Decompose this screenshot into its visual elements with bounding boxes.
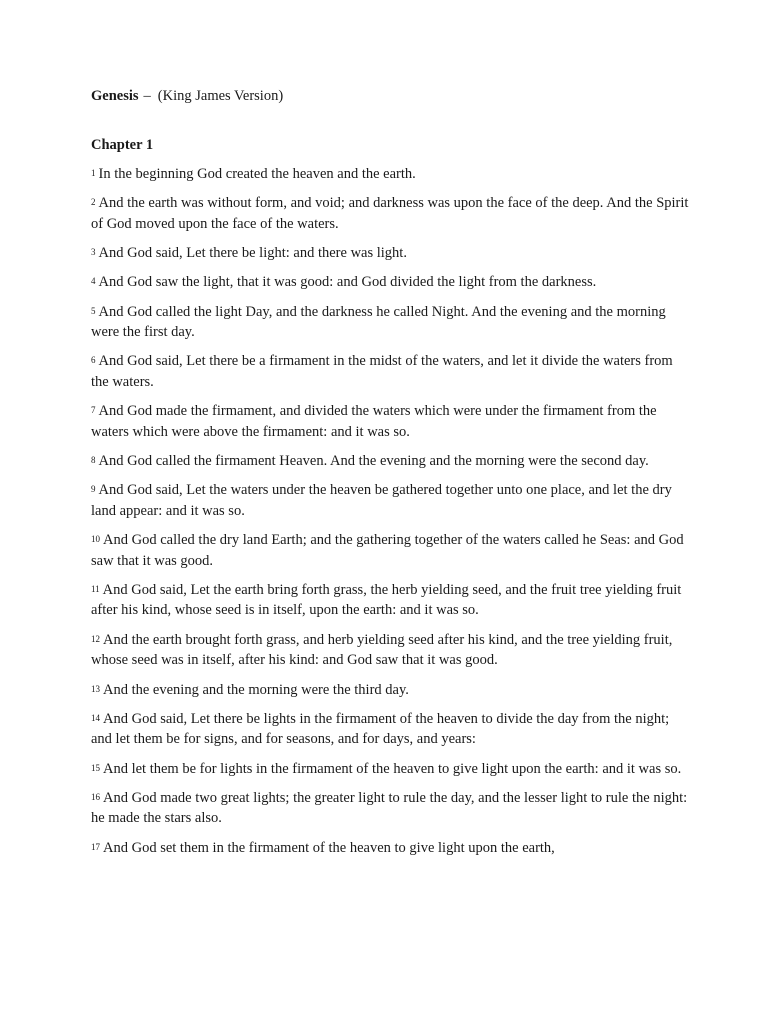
- chapter-heading: Chapter 1: [91, 137, 154, 153]
- verse-number: 15: [91, 762, 100, 773]
- verse-11: [91, 580, 691, 621]
- verse-12: [91, 630, 691, 671]
- verse-9: [91, 480, 691, 521]
- verse-number: 6: [91, 355, 96, 366]
- verse-list: [91, 164, 691, 858]
- verse-text: And God said, Let there be light: and there was light.: [98, 245, 407, 262]
- verse-text: And God said, Let there be a firmament in the midst of the waters, and let it divide the waters from the waters.: [91, 353, 673, 390]
- verse-15: [91, 759, 691, 780]
- verse-text: And God called the light Day, and the darkness he called Night. And the evening and the morning were the first day.: [91, 303, 666, 341]
- verse-text: And God called the firmament Heaven. And the evening and the morning were the second day.: [98, 453, 649, 470]
- verse-number: 14: [91, 712, 100, 723]
- book-title: Genesis: [91, 88, 139, 104]
- verse-text: And God saw the light, that it was good: and God divided the light from the darkness.: [98, 274, 597, 291]
- verse-10: [91, 530, 691, 571]
- verse-number: 3: [91, 247, 96, 258]
- verse-text: And God made the firmament, and divided the waters which were under the firmament from the waters which were above the firmament: and it was so.: [91, 403, 657, 440]
- verse-text: And the earth brought forth grass, and herb yielding seed after his kind, and the tree yielding fruit, whose seed was in itself, after his kind: and God saw that it was good.: [91, 631, 673, 669]
- verse-text: And God said, Let the earth bring forth grass, the herb yielding seed, and the fruit tree yielding fruit after his kind, whose seed is in itself, upon the earth: and it was so.: [91, 581, 682, 619]
- verse-2: [91, 193, 691, 234]
- verse-14: [91, 709, 691, 750]
- verse-5: [91, 302, 691, 343]
- verse-text: In the beginning God created the heaven and the earth.: [98, 166, 416, 182]
- verse-17: [91, 838, 691, 859]
- verse-text: And God made two great lights; the greater light to rule the day, and the lesser light to rule the night: he made the stars also.: [91, 789, 688, 827]
- verse-4: [91, 272, 691, 293]
- title-separator: –: [143, 88, 151, 104]
- verse-text: And let them be for lights in the firmament of the heaven to give light upon the earth: and it was so.: [103, 760, 682, 777]
- verse-text: And God set them in the firmament of the heaven to give light upon the earth,: [103, 839, 555, 856]
- document-page: [91, 86, 691, 867]
- verse-1: [91, 164, 691, 185]
- version-label: (King James Version): [157, 88, 284, 104]
- book-header: [91, 86, 691, 106]
- verse-text: And God said, Let there be lights in the firmament of the heaven to divide the day from the night; and let them be for signs, and for seasons, and for days, and years:: [91, 710, 670, 748]
- verse-number: 5: [91, 305, 96, 316]
- verse-number: 9: [91, 484, 96, 495]
- verse-number: 17: [91, 841, 100, 852]
- verse-16: [91, 788, 691, 829]
- verse-number: 8: [91, 455, 96, 466]
- verse-number: 13: [91, 683, 100, 694]
- verse-7: [91, 401, 691, 442]
- verse-text: And the earth was without form, and void; and darkness was upon the face of the deep. And the Spirit of God moved upon the face of the waters.: [91, 195, 689, 232]
- verse-13: [91, 680, 691, 701]
- verse-number: 10: [91, 534, 100, 545]
- verse-number: 7: [91, 405, 96, 416]
- verse-text: And God said, Let the waters under the heaven be gathered together unto one place, and let the dry land appear: and it was so.: [91, 482, 672, 519]
- verse-number: 4: [91, 276, 96, 287]
- verse-8: [91, 451, 691, 472]
- verse-number: 2: [91, 197, 96, 208]
- verse-number: 1: [91, 168, 96, 178]
- verse-6: [91, 351, 691, 392]
- verse-text: And God called the dry land Earth; and the gathering together of the waters called he Seas: and God saw that it was good.: [91, 532, 684, 569]
- verse-text: And the evening and the morning were the third day.: [103, 681, 409, 698]
- verse-number: 12: [91, 633, 100, 644]
- verse-number: 11: [91, 583, 100, 594]
- verse-number: 16: [91, 791, 100, 802]
- verse-3: [91, 243, 691, 264]
